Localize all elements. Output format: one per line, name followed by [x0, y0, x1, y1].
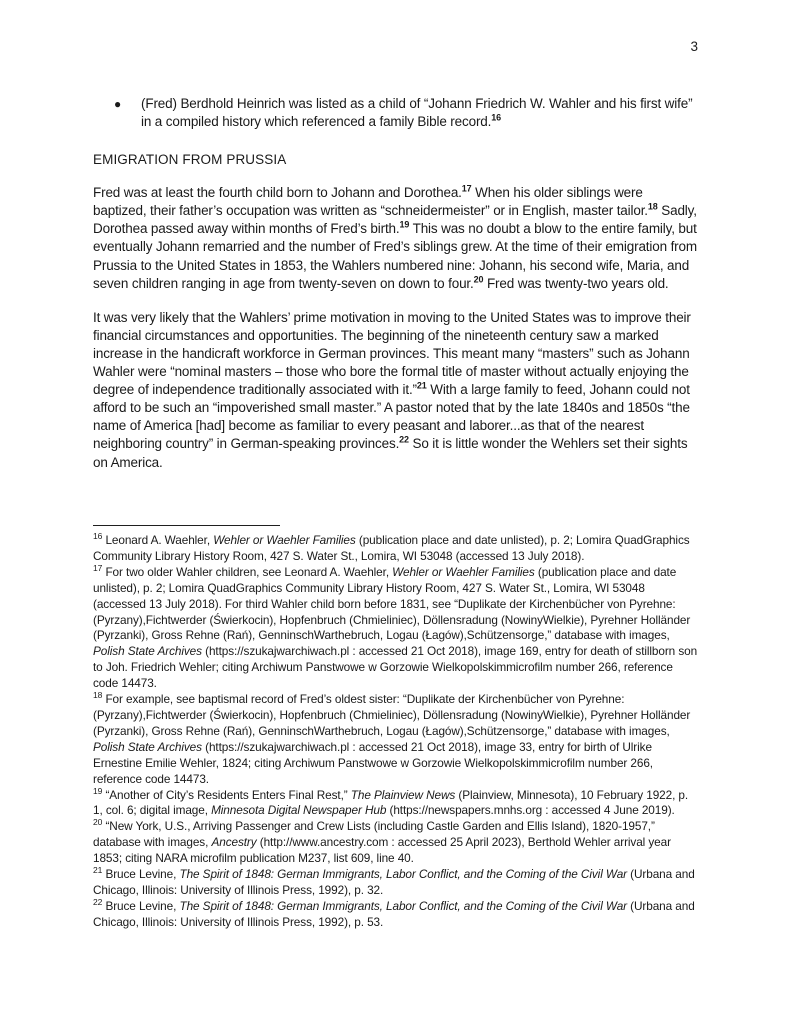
footnote-16: $^{16}$ Leonard A. Waehler, Wehler or Waehler Families (publication place and date unlisted), p. 2; Lomira QuadGraphics Community Library History Room, 427 S. Water St., Lomira, WI 53048 (accessed 13 July 2018). [93, 531, 690, 563]
bullet-icon: ● [114, 97, 122, 111]
footnote-18: $^{18}$ For example, see baptismal record of Fred’s oldest sister: “Duplikate der Kirchenbücher von Pyrehne: (Pyrzany),Fichtwerder (Świerkocin), Hopfenbruch (Chmieliniec), Döllensradung (NowinyWielkie), Pyrehner Holländer (Pyrzanki), Gross Rehne (Rań), GenninschWarthebruch, Logau (Łagów),Schützensorge,” database with images, Polish State Archives (https://szukajwarchiwach.pl : accessed 21 Oct 2018), image 33, entry for birth of Ulrike Ernestine Emilie Wehler, 1824; citing Archiwum Panstwowe w Gorzowie Wielkopolskimmicrofilm number 266, reference code 14473. [93, 690, 691, 786]
bullet-list-item [93, 95, 698, 131]
footnote-17: $^{17}$ For two older Wahler children, see Leonard A. Waehler, Wehler or Waehler Families (publication place and date unlisted), p. 2; Lomira QuadGraphics Community Library History Room, 427 S. Water St., Lomira, WI 53048 (accessed 13 July 2018). For third Wahler child born before 1831, see “Duplikate der Kirchenbücher von Pyrehne: (Pyrzany),Fichtwerder (Świerkocin), Hopfenbruch (Chmieliniec), Döllensradung (NowinyWielkie), Pyrehner Holländer (Pyrzanki), Gross Rehne (Rań), GenninschWarthebruch, Logau (Łagów),Schützensorge,” database with images, Polish State Archives (https://szukajwarchiwach.pl : accessed 21 Oct 2018), image 169, entry for death of stillborn son to Joh. Friedrich Wehler; citing Archiwum Panstwowe w Gorzowie Wielkopolskimmicrofilm number 266, reference code 14473. [93, 562, 698, 691]
footnote-21: $^{21}$ Bruce Levine, The Spirit of 1848: German Immigrants, Labor Conflict, and the Coming of the Civil War (Urbana and Chicago, Illinois: University of Illinois Press, 1992), p. 32. [93, 865, 695, 897]
footnote-20: $^{20}$ “New York, U.S., Arriving Passenger and Crew Lists (including Castle Garden and Ellis Island), 1820-1957,” database with images, Ancestry (http://www.ancestry.com : accessed 25 April 2023), Berthold Wehler arrival year 1853; citing NARA microfilm publication M237, list 609, line 40. [93, 817, 671, 866]
bullet-item-text: (Fred) Berdhold Heinrich was listed as a child of “Johann Friedrich W. Wahler and his first wife” in a compiled history which referenced a family Bible record.$^{16}$ [141, 96, 693, 130]
body-paragraph: It was very likely that the Wahlers’ prime motivation in moving to the United States was to improve their financial circumstances and opportunities. The beginning of the nineteenth century saw a marked increase in the handicraft workforce in German provinces. This meant many “masters” such as Johann Wahler were “nominal masters – those who bore the formal title of master without actually enjoying the degree of independence traditionally associated with it.”$^{21}$ With a large family to feed, Johann could not afford to be such an “impoverished small master.” A pastor noted that by the late 1840s and 1850s “the name of America [had] become as familiar to every peasant and laborer...as that of the nearest neighboring country” in German-speaking provinces.$^{22}$ So it is little wonder the Wehlers set their sights on America. [93, 309, 691, 470]
footnote-separator [93, 525, 280, 526]
section-heading: EMIGRATION FROM PRUSSIA [93, 152, 287, 168]
footnote-22: $^{22}$ Bruce Levine, The Spirit of 1848: German Immigrants, Labor Conflict, and the Coming of the Civil War (Urbana and Chicago, Illinois: University of Illinois Press, 1992), p. 53. [93, 896, 695, 929]
body-paragraph: Fred was at least the fourth child born to Johann and Dorothea.$^{17}$ When his older siblings were baptized, their father’s occupation was written as “schneidermeister” or in English, master tailor.$^{18}$ Sadly, Dorothea passed away within months of Fred’s birth.$^{19}$ This was no doubt a blow to the entire family, but eventually Johann remarried and the number of Fred’s siblings grew. At the time of their emigration from Prussia to the United States in 1853, the Wahlers numbered nine: Johann, his second wife, Maria, and seven children ranging in age from twenty-seven on down to four.$^{20}$ Fred was twenty-two years old. [93, 183, 697, 291]
footnotes-section [93, 519, 699, 931]
page-number: 3 [690, 39, 698, 54]
footnote-19: $^{19}$ “Another of City’s Residents Enters Final Rest,” The Plainview News (Plainview, Minnesota), 10 February 1922, p. 1, col. 6; digital image, Minnesota Digital Newspaper Hub (https://newspapers.mnhs.org : accessed 4 June 2019). [93, 785, 689, 818]
